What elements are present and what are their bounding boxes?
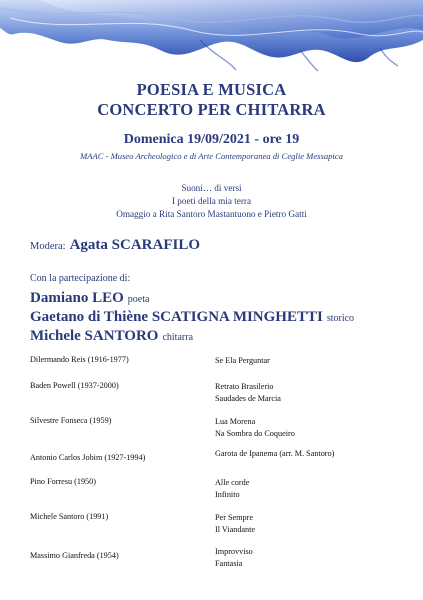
piece-list bbox=[215, 381, 281, 405]
composer: Massimo Gianfreda (1954) bbox=[30, 551, 119, 560]
performer-name: Gaetano di Thiène SCATIGNA MINGHETTI bbox=[30, 309, 323, 325]
performer-role: storico bbox=[326, 313, 355, 324]
subtitle-line-3: Omaggio a Rita Santoro Mastantuono e Pietro Gatti bbox=[116, 209, 307, 219]
event-date: Domenica 19/09/2021 - ore 19 bbox=[123, 132, 300, 147]
piece-title: Infinito bbox=[215, 490, 240, 499]
piece-title: Fantasia bbox=[215, 559, 243, 568]
moderator-line bbox=[30, 236, 200, 254]
subtitle-line-1: Suoni… di versi bbox=[181, 183, 242, 193]
piece-list bbox=[215, 416, 295, 440]
piece-title: Se Ela Perguntar bbox=[215, 356, 270, 365]
composer: Dilermando Reis (1916-1977) bbox=[30, 355, 129, 364]
piece-list bbox=[215, 355, 270, 367]
piece-list bbox=[215, 477, 249, 501]
performer-line bbox=[30, 327, 193, 345]
piece-list bbox=[215, 448, 334, 460]
title-line-2: CONCERTO PER CHITARRA bbox=[97, 100, 326, 119]
performer-role: chitarra bbox=[162, 332, 194, 343]
piece-title: Lua Morena bbox=[215, 417, 256, 426]
piece-title: Na Sombra do Coqueiro bbox=[215, 429, 295, 438]
moderator-label: Modera: bbox=[30, 241, 66, 252]
piece-title: Retrato Brasilerio bbox=[215, 382, 274, 391]
composer: Michele Santoro (1991) bbox=[30, 512, 109, 521]
blue-ink-header-art bbox=[0, 0, 423, 72]
performer-line bbox=[30, 308, 354, 326]
moderator-name: Agata SCARAFILO bbox=[69, 237, 201, 253]
piece-title: Per Sempre bbox=[215, 513, 253, 522]
composer: Silvestre Fonseca (1959) bbox=[30, 416, 112, 425]
piece-list bbox=[215, 512, 255, 536]
performer-role: poeta bbox=[127, 294, 150, 305]
piece-title: Garota de Ipanema (arr. M. Santoro) bbox=[215, 449, 335, 458]
participation-label: Con la partecipazione di: bbox=[30, 273, 131, 284]
piece-title: Improvviso bbox=[215, 547, 253, 556]
piece-title: Saudades de Marcia bbox=[215, 394, 281, 403]
performer-line bbox=[30, 289, 149, 307]
performer-name: Michele SANTORO bbox=[30, 328, 159, 344]
performer-name: Damiano LEO bbox=[30, 290, 124, 306]
piece-list bbox=[215, 546, 253, 570]
piece-title: Alle corde bbox=[215, 478, 250, 487]
event-venue: MAAC - Museo Archeologico e di Arte Contemporanea di Ceglie Messapica bbox=[80, 151, 343, 161]
subtitle-line-2: I poeti della mia terra bbox=[171, 196, 252, 206]
composer: Baden Powell (1937-2000) bbox=[30, 381, 119, 390]
composer: Antonio Carlos Jobim (1927-1994) bbox=[30, 453, 146, 462]
composer: Pino Forresu (1950) bbox=[30, 477, 96, 486]
title-line-1: POESIA E MUSICA bbox=[136, 80, 287, 99]
piece-title: Il Viandante bbox=[215, 525, 256, 534]
